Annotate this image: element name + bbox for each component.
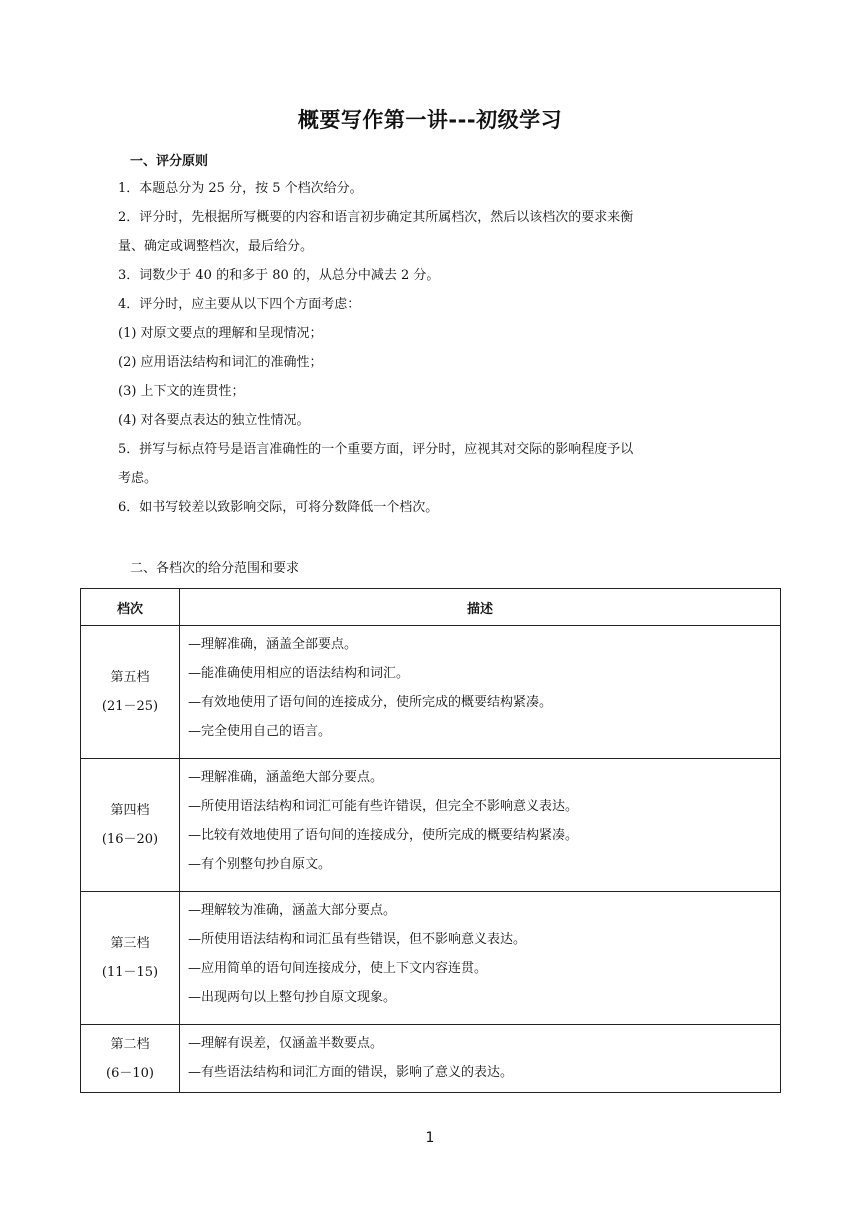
- band-criterion: —所使用语法结构和词汇可能有些许错误，但完全不影响意义表达。: [188, 799, 579, 814]
- band-criterion: —有效地使用了语句间的连接成分，使所完成的概要结构紧凑。: [188, 695, 553, 710]
- grading-bands-table: [80, 588, 781, 1093]
- page-number: 1: [425, 1130, 435, 1146]
- band-level-name: 第四档: [110, 803, 150, 818]
- band-score-range: (21－25): [101, 699, 159, 714]
- rule-item: (2) 应用语法结构和词汇的准确性；: [118, 355, 323, 370]
- column-header-level: 档次: [81, 589, 180, 626]
- rule-item: 4．评分时，应主要从以下四个方面考虑：: [118, 297, 361, 312]
- band-criterion: —能准确使用相应的语法结构和词汇。: [188, 666, 410, 681]
- band-criterion: —比较有效地使用了语句间的连接成分，使所完成的概要结构紧凑。: [188, 828, 579, 843]
- band-criterion: —所使用语法结构和词汇虽有些错误，但不影响意义表达。: [188, 932, 527, 947]
- rule-item: 量、确定或调整档次，最后给分。: [118, 239, 314, 254]
- rule-item: 5．拼写与标点符号是语言准确性的一个重要方面，评分时，应视其对交际的影响程度予以: [118, 442, 634, 457]
- band-level-cell: [81, 759, 180, 892]
- band-description-cell: [180, 759, 781, 892]
- band-description-cell: [180, 1025, 781, 1093]
- band-score-range: (16－20): [101, 832, 159, 847]
- band-description-cell: [180, 892, 781, 1025]
- band-level-cell: [81, 892, 180, 1025]
- table-row: [81, 1025, 781, 1093]
- band-criterion: —完全使用自己的语言。: [188, 724, 332, 739]
- section-heading-grading-bands: 二、各档次的给分范围和要求: [130, 561, 300, 576]
- band-score-range: (6－10): [106, 1065, 154, 1081]
- band-criterion: —理解准确，涵盖全部要点。: [188, 637, 358, 652]
- rule-item: 考虑。: [118, 471, 158, 486]
- rule-item: 1．本题总分为 25 分，按 5 个档次给分。: [118, 181, 363, 196]
- band-criterion: —理解有误差，仅涵盖半数要点。: [188, 1036, 384, 1051]
- band-criterion: —出现两句以上整句抄自原文现象。: [188, 990, 397, 1005]
- rule-item: 3．词数少于 40 的和多于 80 的，从总分中减去 2 分。: [118, 268, 440, 283]
- band-level-name: 第三档: [110, 936, 150, 951]
- band-level-name: 第五档: [110, 670, 150, 685]
- band-criterion: —理解较为准确，涵盖大部分要点。: [188, 903, 397, 918]
- band-criterion: —理解准确，涵盖绝大部分要点。: [188, 770, 384, 785]
- table-header-row: [81, 589, 781, 626]
- band-level-name: 第二档: [110, 1036, 150, 1052]
- band-level-cell: [81, 1025, 180, 1093]
- section-heading-scoring-principles: 一、评分原则: [130, 154, 209, 169]
- table-row: [81, 626, 781, 759]
- rule-item: 2．评分时，先根据所写概要的内容和语言初步确定其所属档次，然后以该档次的要求来衡: [118, 210, 634, 225]
- band-criterion: —有个别整句抄自原文。: [188, 857, 332, 872]
- band-level-cell: [81, 626, 180, 759]
- band-score-range: (11－15): [101, 965, 159, 980]
- rule-item: (4) 对各要点表达的独立性情况。: [118, 413, 310, 428]
- table-row: [81, 892, 781, 1025]
- scoring-rules-list: [118, 174, 738, 522]
- rule-item: 6．如书写较差以致影响交际，可将分数降低一个档次。: [118, 500, 439, 515]
- page-title: 概要写作第一讲---初级学习: [297, 108, 563, 132]
- band-criterion: —有些语法结构和词汇方面的错误，影响了意义的表达。: [188, 1065, 514, 1080]
- band-criterion: —应用简单的语句间连接成分，使上下文内容连贯。: [188, 961, 488, 976]
- table-row: [81, 759, 781, 892]
- column-header-description: 描述: [180, 589, 781, 626]
- rule-item: (1) 对原文要点的理解和呈现情况；: [118, 326, 323, 341]
- rule-item: (3) 上下文的连贯性；: [118, 384, 245, 399]
- band-description-cell: [180, 626, 781, 759]
